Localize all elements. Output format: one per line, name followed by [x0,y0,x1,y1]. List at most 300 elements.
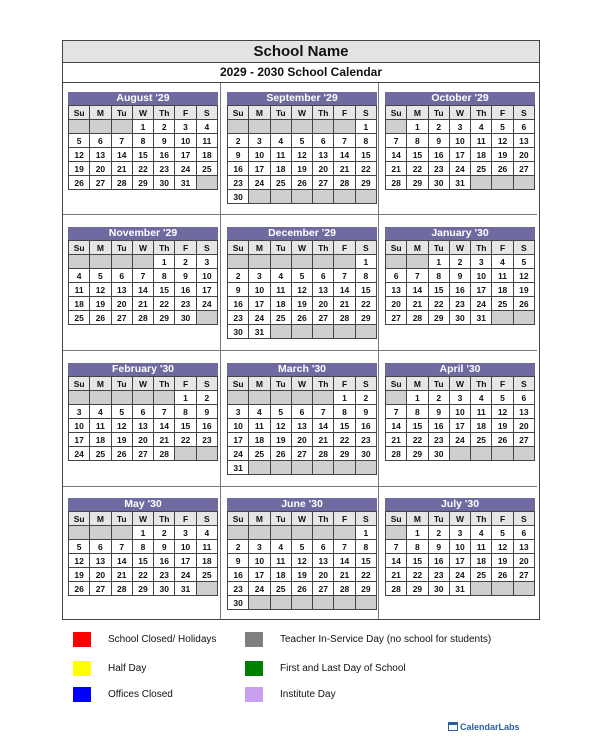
empty-day-cell [334,255,355,269]
weekday-label: S [196,377,217,391]
day-cell: 28 [407,311,428,325]
day-cell: 11 [471,405,492,419]
calendar-title: 2029 - 2030 School Calendar [63,63,539,83]
day-cell: 2 [228,269,249,283]
day-cell: 25 [471,568,492,582]
calendarlabs-logo[interactable] [448,722,520,732]
weekday-label: F [492,512,513,526]
empty-day-cell [175,447,196,461]
weekday-label: W [291,512,312,526]
day-cell: 1 [355,255,376,269]
day-cell: 12 [270,419,291,433]
weekday-label: F [492,241,513,255]
weekday-label: Th [471,241,492,255]
empty-day-cell [228,526,249,540]
weekday-label: W [291,241,312,255]
day-cell: 24 [249,311,270,325]
day-cell: 16 [228,297,249,311]
month-table [227,511,377,610]
week-row [69,120,218,134]
day-cell: 12 [492,134,513,148]
day-cell: 11 [90,419,111,433]
day-cell: 6 [90,134,111,148]
legend-label-school-closed: School Closed/ Holidays [108,634,217,645]
weekday-label: F [334,106,355,120]
day-cell: 4 [90,405,111,419]
week-row [386,255,535,269]
empty-day-cell [90,120,111,134]
empty-day-cell [355,596,376,610]
day-cell: 16 [428,554,449,568]
empty-day-cell [386,391,407,405]
day-cell: 13 [291,419,312,433]
day-cell: 6 [386,269,407,283]
day-cell: 11 [270,148,291,162]
day-cell: 15 [132,554,153,568]
day-cell: 19 [90,297,111,311]
empty-day-cell [291,255,312,269]
day-cell: 29 [428,311,449,325]
day-cell: 16 [449,283,470,297]
day-cell: 3 [449,391,470,405]
empty-day-cell [270,325,291,339]
day-cell: 27 [313,176,334,190]
month-calendar [68,498,218,596]
weekday-label: S [513,241,534,255]
day-cell: 7 [386,134,407,148]
day-cell: 29 [355,176,376,190]
day-cell: 27 [90,176,111,190]
week-row [386,391,535,405]
month-title: December '29 [227,227,377,240]
day-cell: 27 [386,311,407,325]
day-cell: 27 [513,433,534,447]
day-cell: 21 [111,162,132,176]
day-cell: 10 [249,148,270,162]
week-row [386,405,535,419]
weekday-label: F [175,377,196,391]
day-cell: 29 [355,311,376,325]
empty-day-cell [228,255,249,269]
day-cell: 16 [355,419,376,433]
day-cell: 25 [270,176,291,190]
weekday-label: M [249,377,270,391]
day-cell: 5 [492,526,513,540]
weekday-label: F [175,106,196,120]
week-row [228,419,377,433]
day-cell: 22 [355,568,376,582]
day-cell: 19 [270,433,291,447]
legend [62,626,540,706]
weekday-label: Tu [270,241,291,255]
weekday-label: Tu [428,377,449,391]
day-cell: 8 [407,134,428,148]
day-cell: 18 [196,554,217,568]
day-cell: 7 [407,269,428,283]
month-calendar [385,227,535,325]
weekday-header-row [228,377,377,391]
day-cell: 19 [111,433,132,447]
empty-day-cell [355,190,376,204]
day-cell: 30 [228,596,249,610]
day-cell: 2 [428,391,449,405]
week-row [228,162,377,176]
empty-day-cell [270,526,291,540]
day-cell: 11 [471,540,492,554]
day-cell: 29 [154,311,175,325]
day-cell: 17 [449,554,470,568]
empty-day-cell [513,582,534,596]
empty-day-cell [249,391,270,405]
empty-day-cell [407,255,428,269]
empty-day-cell [513,176,534,190]
day-cell: 24 [449,568,470,582]
day-cell: 16 [428,148,449,162]
day-cell: 10 [471,269,492,283]
day-cell: 15 [334,419,355,433]
day-cell: 28 [386,176,407,190]
day-cell: 6 [90,540,111,554]
weekday-label: F [492,377,513,391]
empty-day-cell [471,582,492,596]
day-cell: 19 [492,554,513,568]
day-cell: 13 [386,283,407,297]
day-cell: 5 [291,269,312,283]
day-cell: 3 [249,269,270,283]
day-cell: 1 [334,391,355,405]
day-cell: 27 [513,568,534,582]
day-cell: 21 [386,433,407,447]
weekday-label: Tu [111,241,132,255]
day-cell: 7 [111,134,132,148]
month-table [68,105,218,190]
day-cell: 2 [449,255,470,269]
day-cell: 19 [291,162,312,176]
week-row [228,134,377,148]
day-cell: 18 [471,419,492,433]
day-cell: 3 [249,540,270,554]
day-cell: 10 [228,419,249,433]
day-cell: 10 [69,419,90,433]
day-cell: 24 [196,297,217,311]
day-cell: 7 [132,269,153,283]
weekday-label: Su [69,512,90,526]
day-cell: 14 [132,283,153,297]
day-cell: 18 [471,148,492,162]
month-calendar [385,363,535,461]
day-cell: 14 [111,148,132,162]
day-cell: 17 [249,162,270,176]
day-cell: 15 [132,148,153,162]
day-cell: 17 [69,433,90,447]
day-cell: 5 [513,255,534,269]
month-calendar [68,363,218,461]
day-cell: 16 [228,568,249,582]
day-cell: 26 [111,447,132,461]
day-cell: 19 [492,148,513,162]
empty-day-cell [90,526,111,540]
weekday-label: M [90,241,111,255]
day-cell: 18 [471,554,492,568]
day-cell: 20 [90,568,111,582]
day-cell: 14 [386,148,407,162]
week-row [69,433,218,447]
day-cell: 17 [471,283,492,297]
day-cell: 1 [175,391,196,405]
day-cell: 13 [513,405,534,419]
day-cell: 31 [228,461,249,475]
weekday-label: Su [228,241,249,255]
day-cell: 2 [428,120,449,134]
week-row [69,391,218,405]
day-cell: 30 [355,447,376,461]
empty-day-cell [313,391,334,405]
day-cell: 7 [313,405,334,419]
day-cell: 30 [428,582,449,596]
day-cell: 8 [132,540,153,554]
weekday-label: M [407,106,428,120]
weekday-label: W [132,377,153,391]
day-cell: 16 [175,283,196,297]
day-cell: 13 [313,554,334,568]
day-cell: 10 [449,405,470,419]
weekday-header-row [69,377,218,391]
weekday-label: Su [386,377,407,391]
day-cell: 28 [132,311,153,325]
day-cell: 31 [449,176,470,190]
day-cell: 1 [407,120,428,134]
weekday-label: Su [69,377,90,391]
day-cell: 24 [249,176,270,190]
week-row [69,255,218,269]
empty-day-cell [492,311,513,325]
day-cell: 10 [175,134,196,148]
legend-label-first-last-day: First and Last Day of School [280,663,406,674]
weekday-label: F [175,241,196,255]
day-cell: 2 [154,120,175,134]
weekday-label: W [291,377,312,391]
weekday-label: W [449,241,470,255]
day-cell: 2 [228,134,249,148]
day-cell: 18 [270,162,291,176]
day-cell: 25 [492,297,513,311]
weekday-label: M [90,106,111,120]
empty-day-cell [111,255,132,269]
month-table [227,240,377,339]
day-cell: 4 [196,526,217,540]
day-cell: 11 [270,283,291,297]
day-cell: 23 [449,297,470,311]
day-cell: 23 [428,162,449,176]
day-cell: 3 [449,526,470,540]
week-row [69,540,218,554]
empty-day-cell [69,255,90,269]
empty-day-cell [386,526,407,540]
calendar-icon [448,722,458,731]
empty-day-cell [313,596,334,610]
empty-day-cell [249,461,270,475]
day-cell: 28 [386,582,407,596]
day-cell: 1 [132,120,153,134]
day-cell: 29 [132,176,153,190]
month-calendar [227,363,377,475]
weekday-label: Th [154,512,175,526]
day-cell: 30 [175,311,196,325]
day-cell: 25 [249,447,270,461]
month-title: March '30 [227,363,377,376]
empty-day-cell [334,526,355,540]
empty-day-cell [270,461,291,475]
day-cell: 13 [313,283,334,297]
day-cell: 10 [196,269,217,283]
day-cell: 3 [69,405,90,419]
day-cell: 25 [90,447,111,461]
week-row [69,568,218,582]
week-row [69,297,218,311]
day-cell: 24 [449,433,470,447]
day-cell: 1 [355,120,376,134]
day-cell: 20 [111,297,132,311]
day-cell: 19 [291,297,312,311]
day-cell: 7 [334,269,355,283]
month-title: May '30 [68,498,218,511]
day-cell: 7 [111,540,132,554]
week-row [228,283,377,297]
weekday-header-row [228,512,377,526]
weekday-header-row [386,512,535,526]
month-table [68,240,218,325]
weekday-label: M [407,512,428,526]
day-cell: 27 [313,582,334,596]
day-cell: 30 [228,325,249,339]
day-cell: 6 [291,405,312,419]
day-cell: 23 [428,568,449,582]
weekday-label: S [196,106,217,120]
month-table [68,511,218,596]
day-cell: 1 [132,526,153,540]
day-cell: 10 [249,554,270,568]
empty-day-cell [291,120,312,134]
legend-swatch-teacher-in-service [245,632,263,647]
weekday-label: Th [471,106,492,120]
day-cell: 22 [154,297,175,311]
day-cell: 20 [313,297,334,311]
day-cell: 8 [428,269,449,283]
day-cell: 27 [111,311,132,325]
weekday-label: Tu [270,512,291,526]
weekday-label: Tu [111,512,132,526]
day-cell: 7 [386,540,407,554]
day-cell: 23 [154,162,175,176]
day-cell: 16 [228,162,249,176]
weekday-label: S [355,512,376,526]
weekday-label: Su [386,512,407,526]
month-title: January '30 [385,227,535,240]
weekday-header-row [69,106,218,120]
day-cell: 30 [449,311,470,325]
day-cell: 27 [90,582,111,596]
day-cell: 15 [355,554,376,568]
month-table [385,240,535,325]
day-cell: 13 [90,554,111,568]
day-cell: 4 [471,120,492,134]
day-cell: 9 [428,134,449,148]
week-row [228,391,377,405]
empty-day-cell [513,447,534,461]
day-cell: 4 [270,269,291,283]
month-table [68,376,218,461]
day-cell: 24 [175,568,196,582]
weekday-label: Su [386,106,407,120]
day-cell: 26 [492,162,513,176]
weekday-label: Su [228,106,249,120]
week-row [69,526,218,540]
weekday-label: F [334,241,355,255]
weekday-label: S [513,377,534,391]
week-row [228,461,377,475]
day-cell: 21 [386,162,407,176]
day-cell: 5 [291,134,312,148]
day-cell: 18 [196,148,217,162]
day-cell: 11 [270,554,291,568]
day-cell: 29 [132,582,153,596]
legend-label-teacher-in-service: Teacher In-Service Day (no school for students) [280,634,492,645]
empty-day-cell [69,391,90,405]
day-cell: 18 [270,568,291,582]
day-cell: 6 [313,134,334,148]
day-cell: 20 [132,433,153,447]
week-row [228,269,377,283]
day-cell: 26 [291,311,312,325]
weekday-header-row [228,241,377,255]
week-row [69,176,218,190]
week-row [69,269,218,283]
day-cell: 8 [407,405,428,419]
day-cell: 29 [407,176,428,190]
week-row [69,405,218,419]
day-cell: 11 [196,134,217,148]
day-cell: 30 [154,582,175,596]
day-cell: 12 [291,148,312,162]
day-cell: 12 [111,419,132,433]
empty-day-cell [196,447,217,461]
weekday-label: F [334,377,355,391]
month-calendar [227,498,377,610]
day-cell: 5 [90,269,111,283]
weekday-label: Su [69,106,90,120]
day-cell: 4 [196,120,217,134]
empty-day-cell [334,596,355,610]
day-cell: 20 [386,297,407,311]
weekday-label: S [196,512,217,526]
day-cell: 6 [313,540,334,554]
day-cell: 22 [407,433,428,447]
day-cell: 11 [471,134,492,148]
day-cell: 14 [386,419,407,433]
day-cell: 28 [334,176,355,190]
weekday-label: Th [471,377,492,391]
empty-day-cell [90,255,111,269]
day-cell: 13 [90,148,111,162]
week-row [69,582,218,596]
day-cell: 23 [196,433,217,447]
day-cell: 15 [407,554,428,568]
week-row [386,311,535,325]
weekday-header-row [228,106,377,120]
day-cell: 26 [291,582,312,596]
weekday-label: W [449,512,470,526]
day-cell: 22 [407,162,428,176]
